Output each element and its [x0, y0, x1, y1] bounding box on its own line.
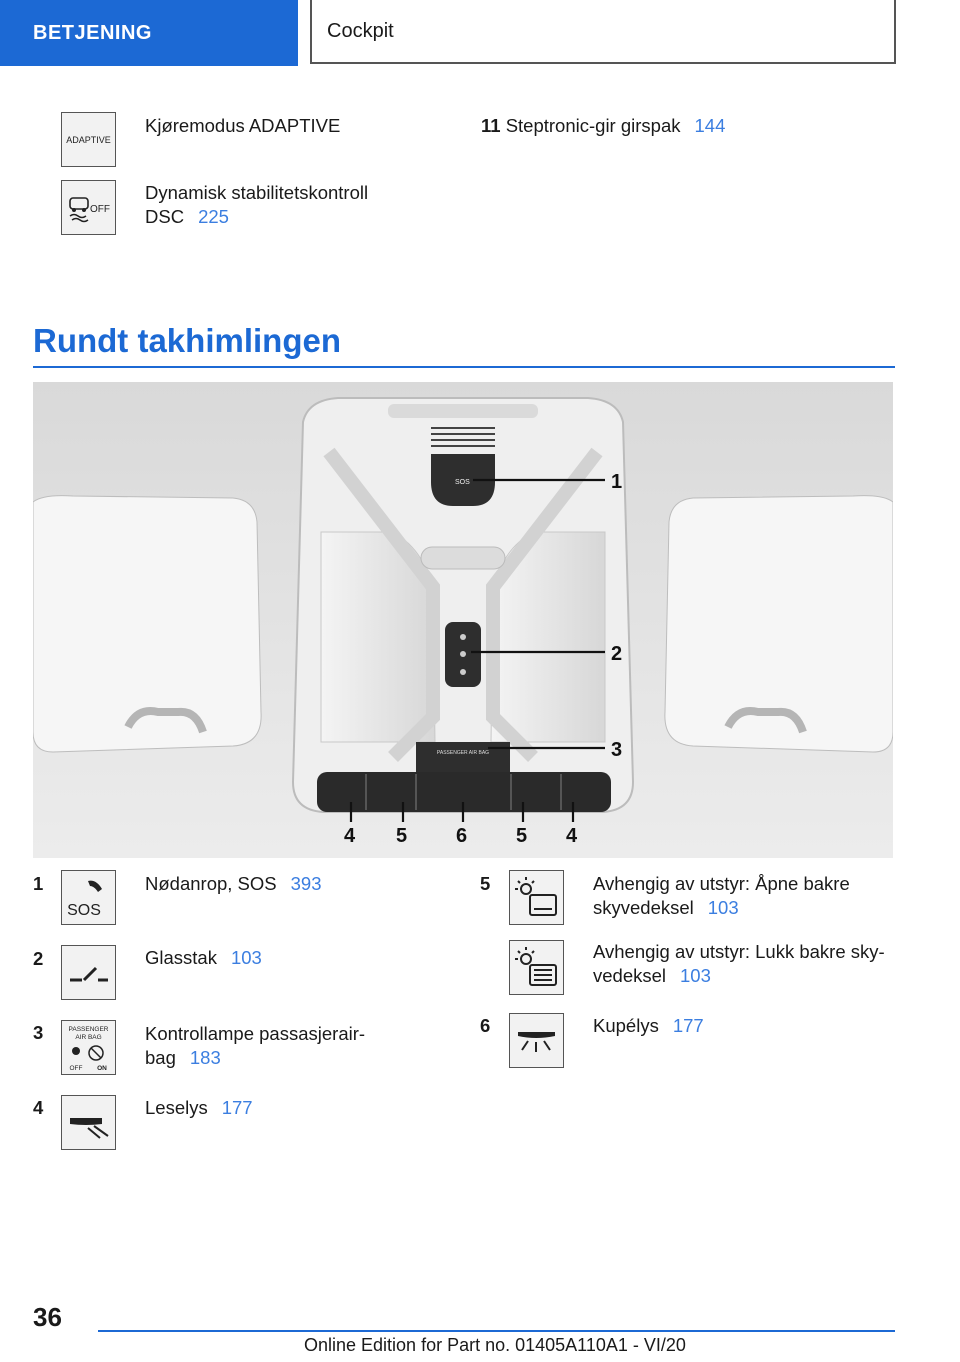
footer-divider — [98, 1330, 895, 1332]
svg-text:ADAPTIVE: ADAPTIVE — [66, 135, 111, 145]
legend-label: Glasstak 103 — [145, 947, 262, 968]
legend-number: 6 — [480, 1015, 491, 1036]
item-label: 11 Steptronic-gir girspak 144 — [481, 115, 726, 136]
svg-text:4: 4 — [344, 825, 356, 847]
legend-label: Kontrollampe passasjerair- bag 183 — [145, 1023, 366, 1068]
sunblind-close-icon — [509, 940, 564, 995]
footer-edition-text: Online Edition for Part no. 01405A110A1 - VI/20 — [304, 1335, 686, 1355]
svg-text:6: 6 — [456, 825, 468, 847]
legend-number: 5 — [480, 873, 491, 894]
chapter-title: Cockpit — [310, 0, 896, 64]
page-number: 36 — [33, 1302, 62, 1332]
page-reference-link[interactable]: 393 — [290, 873, 322, 894]
legend-number: 3 — [33, 1022, 44, 1043]
legend-number: 1 — [33, 873, 44, 894]
svg-text:2: 2 — [611, 643, 623, 665]
adaptive-mode-icon — [61, 112, 116, 167]
legend-label: Leselys 177 — [145, 1097, 253, 1118]
section-tab: BETJENING — [0, 0, 298, 66]
svg-text:PASSENGER: PASSENGER — [68, 1026, 109, 1033]
svg-text:OFF: OFF — [90, 204, 110, 215]
item-label: Kjøremodus ADAPTIVE — [145, 115, 341, 136]
page-reference-link[interactable]: 183 — [189, 1047, 221, 1068]
legend-label: Avhengig av utstyr: Lukk bakre sky- vedeksel 103 — [593, 941, 885, 986]
svg-text:AIR BAG: AIR BAG — [75, 1034, 102, 1041]
page-reference-link[interactable]: 103 — [680, 965, 711, 986]
reading-light-icon — [61, 1095, 116, 1150]
page-reference-link[interactable]: 103 — [707, 897, 739, 918]
section-title: Rundt takhimlingen — [33, 322, 341, 359]
interior-light-icon — [509, 1013, 564, 1068]
item-label: Dynamisk stabilitetskontroll DSC 225 — [145, 182, 369, 227]
passenger-airbag-icon — [61, 1020, 116, 1075]
legend-number: 2 — [33, 948, 44, 969]
page-reference-link[interactable]: 177 — [221, 1097, 253, 1118]
page-header — [0, 0, 960, 66]
svg-text:4: 4 — [566, 825, 578, 847]
sos-call-icon — [61, 870, 116, 925]
sunblind-open-icon — [509, 870, 564, 925]
page-reference-link[interactable]: 103 — [230, 947, 262, 968]
legend-label: Avhengig av utstyr: Åpne bakre skyvedeksel 103 — [593, 873, 850, 918]
page-reference-link[interactable]: 177 — [672, 1015, 704, 1036]
overhead-console-figure — [33, 382, 893, 858]
svg-text:3: 3 — [611, 739, 623, 761]
svg-text:SOS: SOS — [455, 479, 470, 486]
svg-text:ON: ON — [97, 1065, 107, 1072]
legend-label: Nødanrop, SOS 393 — [145, 873, 322, 894]
svg-text:OFF: OFF — [69, 1065, 83, 1072]
svg-text:5: 5 — [396, 825, 408, 847]
legend-label: Kupélys 177 — [593, 1015, 704, 1036]
dsc-off-icon — [61, 180, 116, 235]
svg-text:5: 5 — [516, 825, 528, 847]
svg-text:SOS: SOS — [67, 902, 101, 919]
svg-text:1: 1 — [611, 471, 623, 493]
legend-number: 4 — [33, 1097, 44, 1118]
svg-text:PASSENGER AIR BAG: PASSENGER AIR BAG — [436, 750, 490, 756]
glass-roof-icon — [61, 945, 116, 1000]
section-divider — [33, 366, 895, 368]
page-reference-link[interactable]: 144 — [694, 115, 726, 136]
page-reference-link[interactable]: 225 — [198, 206, 229, 227]
